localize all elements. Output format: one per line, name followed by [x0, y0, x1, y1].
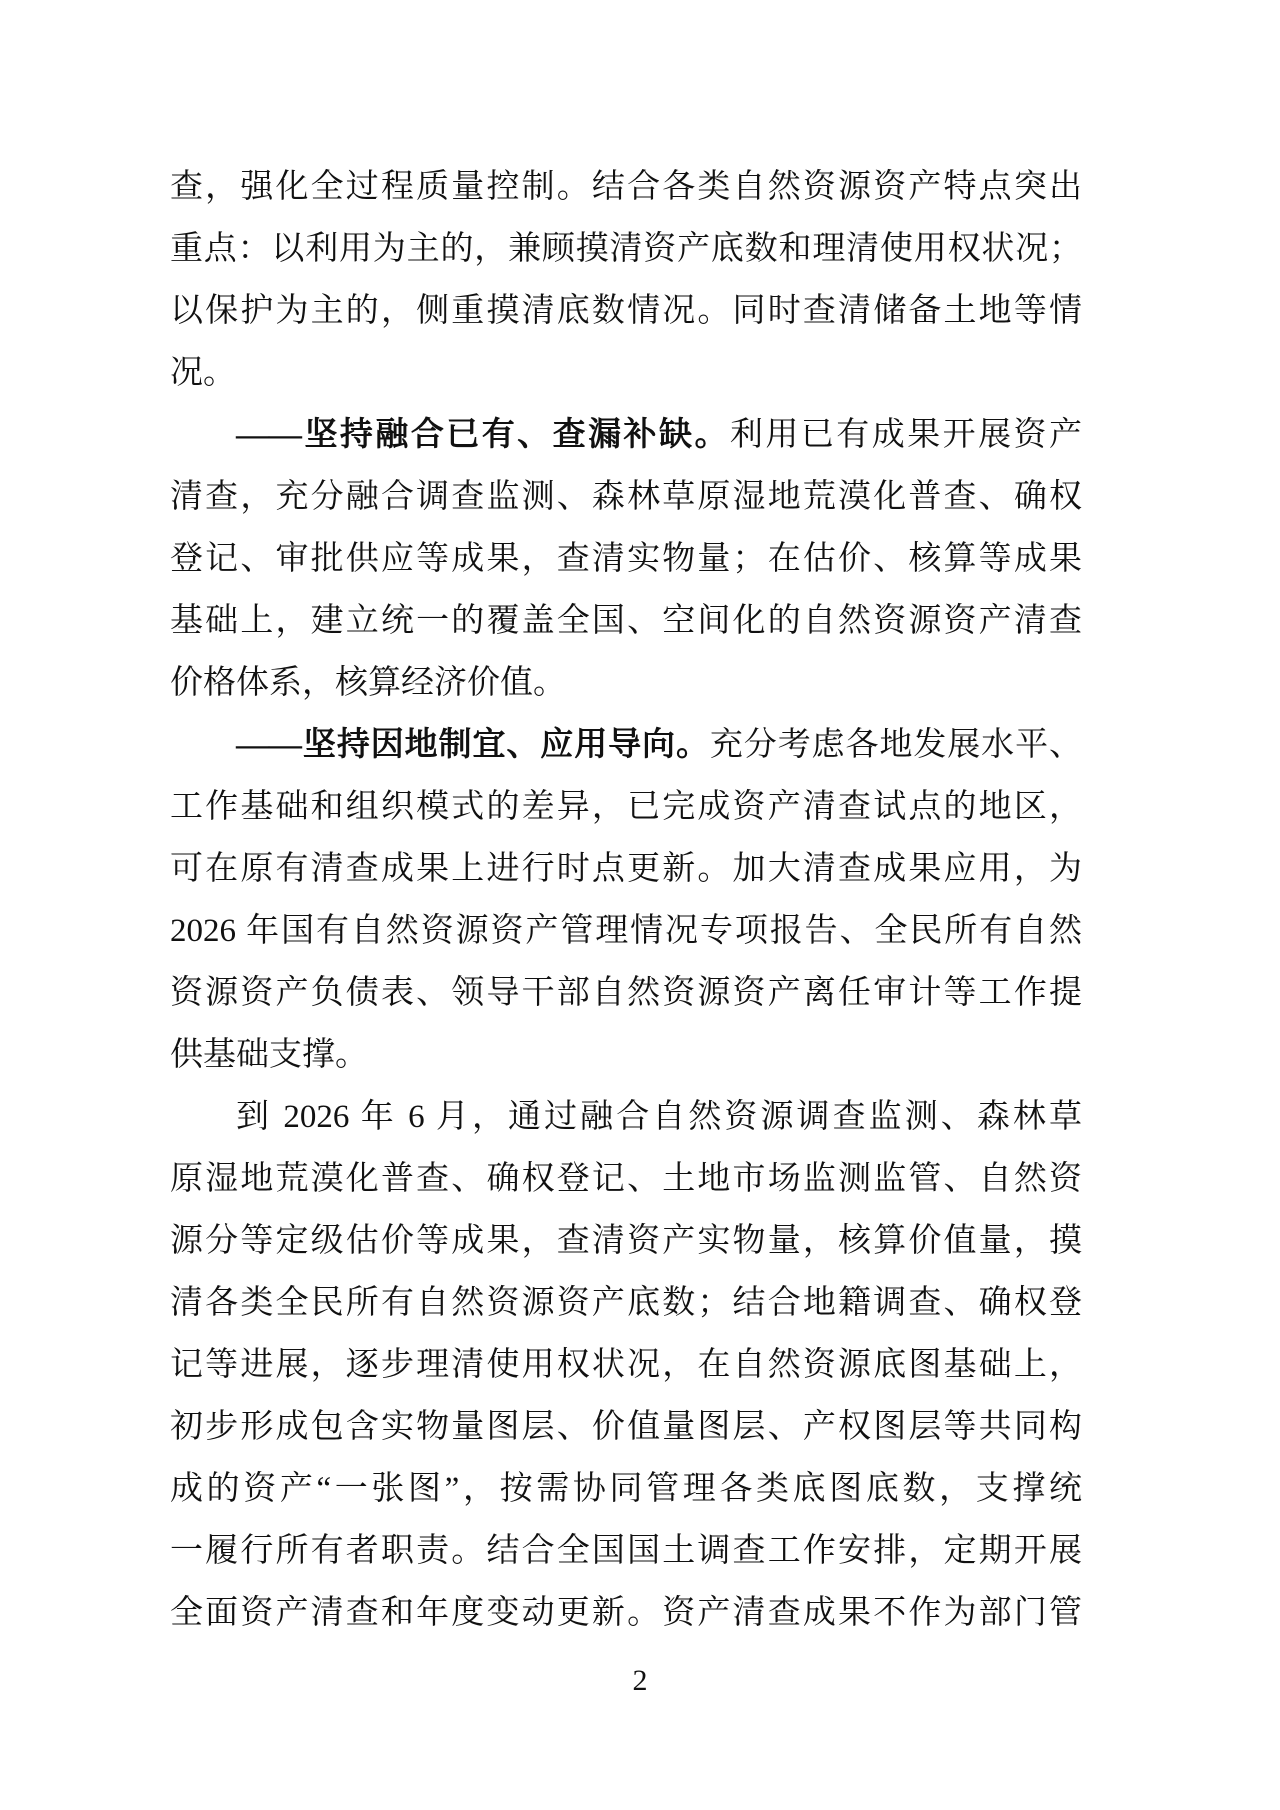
text-segment: 登记、审批供应等成果，查清实物量；在估价、核算等成果: [170, 541, 1082, 577]
text-segment: 供基础支撑。: [170, 1037, 368, 1073]
text-segment: 全面资产清查和年度变动更新。资产清查成果不作为部门管: [170, 1595, 1082, 1631]
text-segment: 况。: [170, 355, 236, 391]
text-segment: 利用已有成果开展资产: [729, 417, 1083, 453]
text-line: [170, 1148, 1082, 1210]
text-segment: 成的资产“一张图”，按需协同管理各类底图底数，支撑统: [170, 1471, 1082, 1507]
text-segment: 原湿地荒漠化普查、确权登记、土地市场监测监管、自然资: [170, 1161, 1082, 1197]
text-segment: 可在原有清查成果上进行时点更新。加大清查成果应用，为: [170, 851, 1082, 887]
text-line: [170, 528, 1082, 590]
text-segment: 源分等定级估价等成果，查清资产实物量，核算价值量，摸: [170, 1223, 1082, 1259]
text-segment: 记等进展，逐步理清使用权状况，在自然资源底图基础上，: [170, 1347, 1082, 1383]
bold-text-segment: ——坚持因地制宜、应用导向。: [236, 727, 710, 763]
page-number: 2: [632, 1664, 648, 1697]
text-line: [170, 218, 1082, 280]
text-segment: 以保护为主的，侧重摸清底数情况。同时查清储备土地等情: [170, 293, 1082, 329]
text-line: [170, 1024, 1082, 1086]
text-line: [170, 466, 1082, 528]
text-segment: 重点：以利用为主的，兼顾摸清资产底数和理清使用权状况；: [170, 231, 1082, 267]
text-segment: 充分考虑各地发展水平、: [709, 727, 1083, 763]
text-segment: 价格体系，核算经济价值。: [170, 665, 566, 701]
text-segment: 初步形成包含实物量图层、价值量图层、产权图层等共同构: [170, 1409, 1082, 1445]
text-segment: 查，强化全过程质量控制。结合各类自然资源资产特点突出: [170, 169, 1082, 205]
text-line: [170, 404, 1082, 466]
text-line: [170, 280, 1082, 342]
document-body: [170, 156, 1082, 1644]
text-line: [170, 838, 1082, 900]
text-line: [170, 1334, 1082, 1396]
text-segment: 到 2026 年 6 月，通过融合自然资源调查监测、森林草: [236, 1099, 1082, 1135]
text-line: [170, 1086, 1082, 1148]
text-segment: 清查，充分融合调查监测、森林草原湿地荒漠化普查、确权: [170, 479, 1082, 515]
text-line: [170, 1582, 1082, 1644]
text-line: [170, 714, 1082, 776]
text-segment: 工作基础和组织模式的差异，已完成资产清查试点的地区，: [170, 789, 1082, 825]
text-line: [170, 156, 1082, 218]
text-segment: 2026 年国有自然资源资产管理情况专项报告、全民所有自然: [170, 913, 1082, 949]
text-line: [170, 590, 1082, 652]
bold-text-segment: ——坚持融合已有、查漏补缺。: [236, 417, 730, 453]
text-line: [170, 652, 1082, 714]
text-line: [170, 962, 1082, 1024]
text-line: [170, 900, 1082, 962]
text-line: [170, 1272, 1082, 1334]
text-segment: 基础上，建立统一的覆盖全国、空间化的自然资源资产清查: [170, 603, 1082, 639]
text-line: [170, 1520, 1082, 1582]
text-line: [170, 1458, 1082, 1520]
text-segment: 资源资产负债表、领导干部自然资源资产离任审计等工作提: [170, 975, 1082, 1011]
text-line: [170, 342, 1082, 404]
text-segment: 清各类全民所有自然资源资产底数；结合地籍调查、确权登: [170, 1285, 1082, 1321]
text-line: [170, 1396, 1082, 1458]
text-segment: 一履行所有者职责。结合全国国土调查工作安排，定期开展: [170, 1533, 1082, 1569]
text-line: [170, 776, 1082, 838]
text-line: [170, 1210, 1082, 1272]
